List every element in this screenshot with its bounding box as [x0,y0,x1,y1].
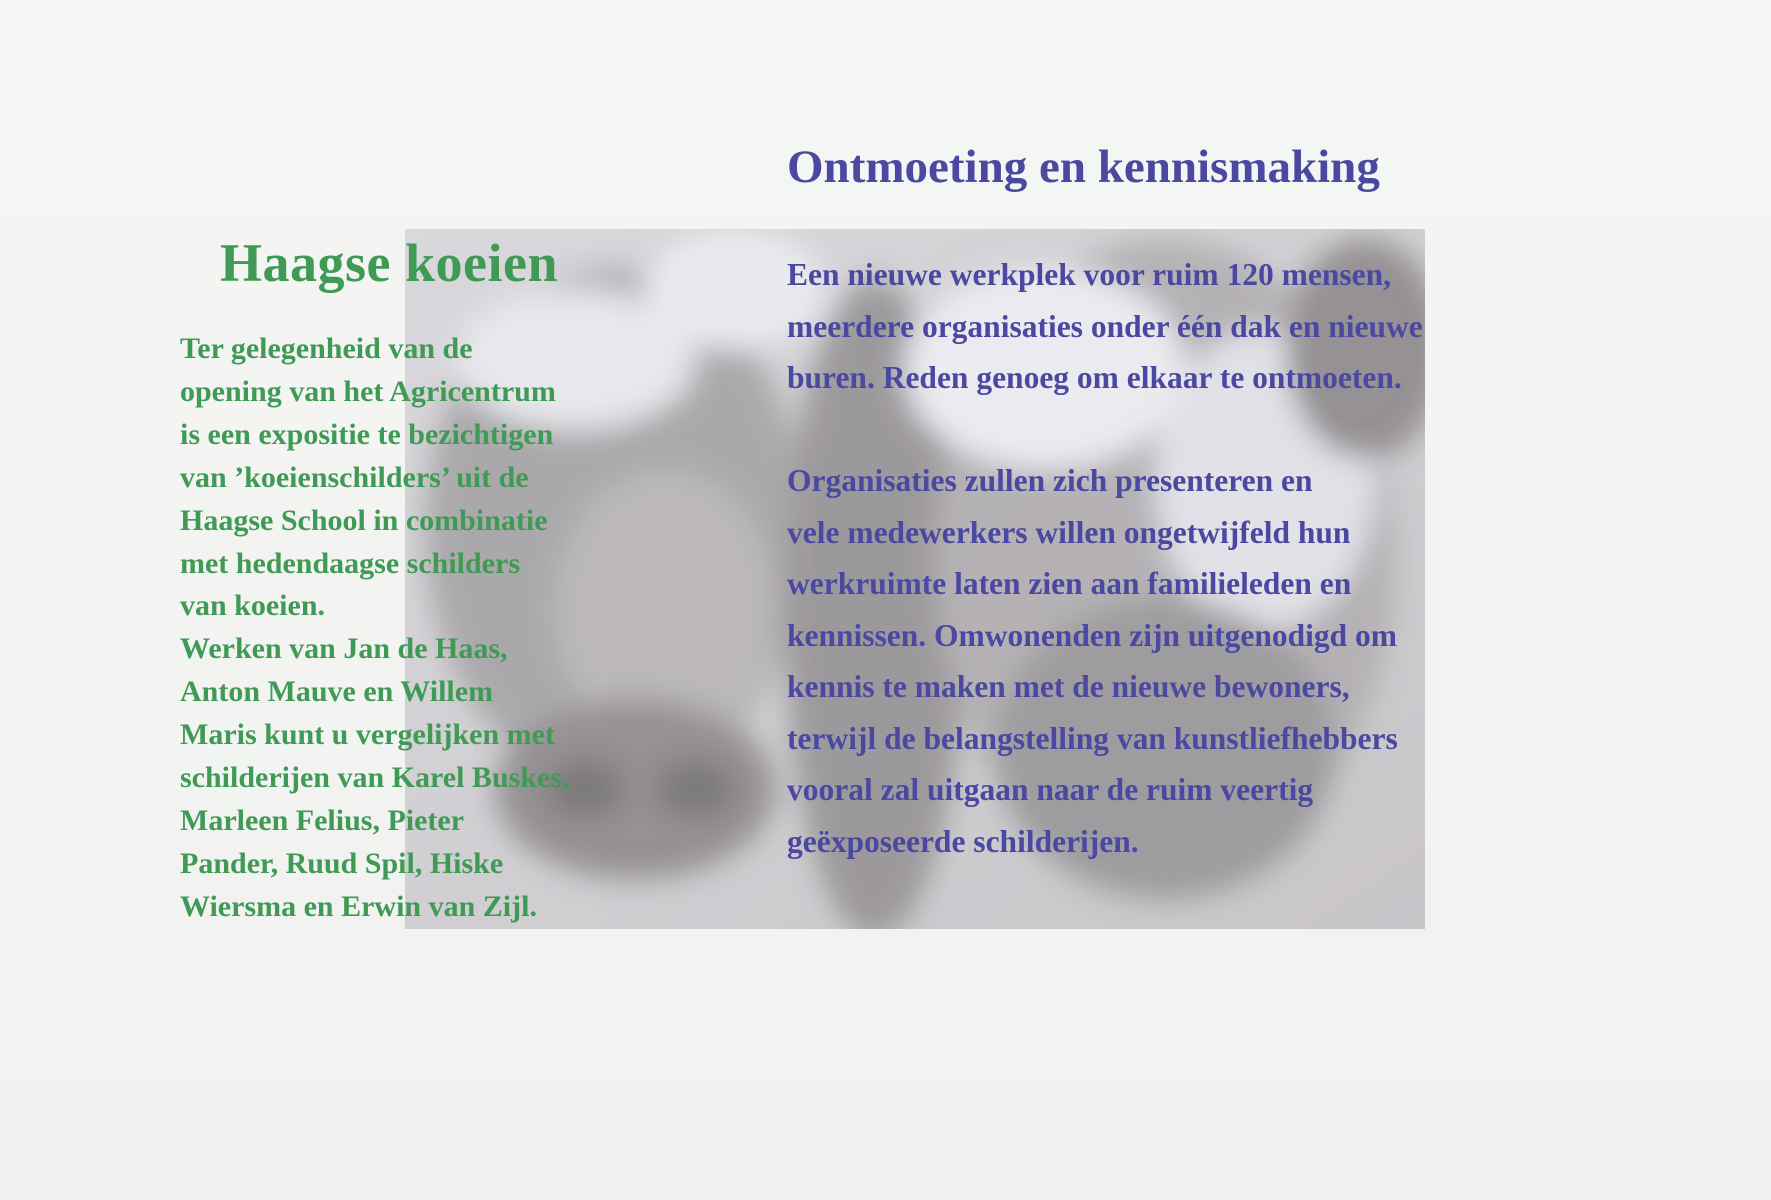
right-p2-line: kennis te maken met de nieuwe bewoners, [787,669,1350,704]
right-p1-line: buren. Reden genoeg om elkaar te ontmoeten. [787,360,1402,395]
left-body-line: Werken van Jan de Haas, [180,632,508,666]
right-p2-line: geëxposeerde schilderijen. [787,823,1139,859]
left-body-line: Wiersma en Erwin van Zijl. [180,889,537,923]
left-body-line: schilderijen van Karel Buskes, [180,761,570,795]
left-title: Haagse koeien [220,233,558,293]
right-p1-line: meerdere organisaties onder één dak en nieuwe [787,308,1423,344]
right-title: Ontmoeting en kennismaking [787,141,1380,193]
right-p2-line: kennissen. Omwonenden zijn uitgenodigd om [787,617,1397,653]
left-body-line: Ter gelegenheid van de [180,332,473,365]
left-body-line: van koeien. [180,589,326,623]
left-body-line: met hedendaagse schilders [180,546,520,580]
left-body-line: Marleen Felius, Pieter [180,803,465,837]
left-body-line: Pander, Ruud Spil, Hiske [180,846,504,880]
right-p2-line: Organisaties zullen zich presenteren en [787,463,1313,498]
left-body-line: Anton Mauve en Willem [180,675,494,709]
left-body-line: is een expositie te bezichtigen [180,417,554,451]
right-p2-line: vele medewerkers willen ongetwijfeld hun [787,514,1351,550]
right-p2-line: vooral zal uitgaan naar de ruim veertig [787,772,1314,807]
left-body-line: opening van het Agricentrum [180,374,556,408]
right-p1-line: Een nieuwe werkplek voor ruim 120 mensen, [787,257,1392,292]
right-p2-line: terwijl de belangstelling van kunstliefhebbers [787,720,1398,756]
left-body-line: Maris kunt u vergelijken met [180,718,555,752]
left-body-line: van ’koeienschilders’ uit de [180,460,529,494]
right-paragraph-1 [787,249,1567,404]
right-p2-line: werkruimte laten zien aan familieleden en [787,566,1352,601]
left-body-line: Haagse School in combinatie [180,503,548,537]
left-body-text [180,328,650,929]
right-paragraph-2 [787,455,1567,867]
